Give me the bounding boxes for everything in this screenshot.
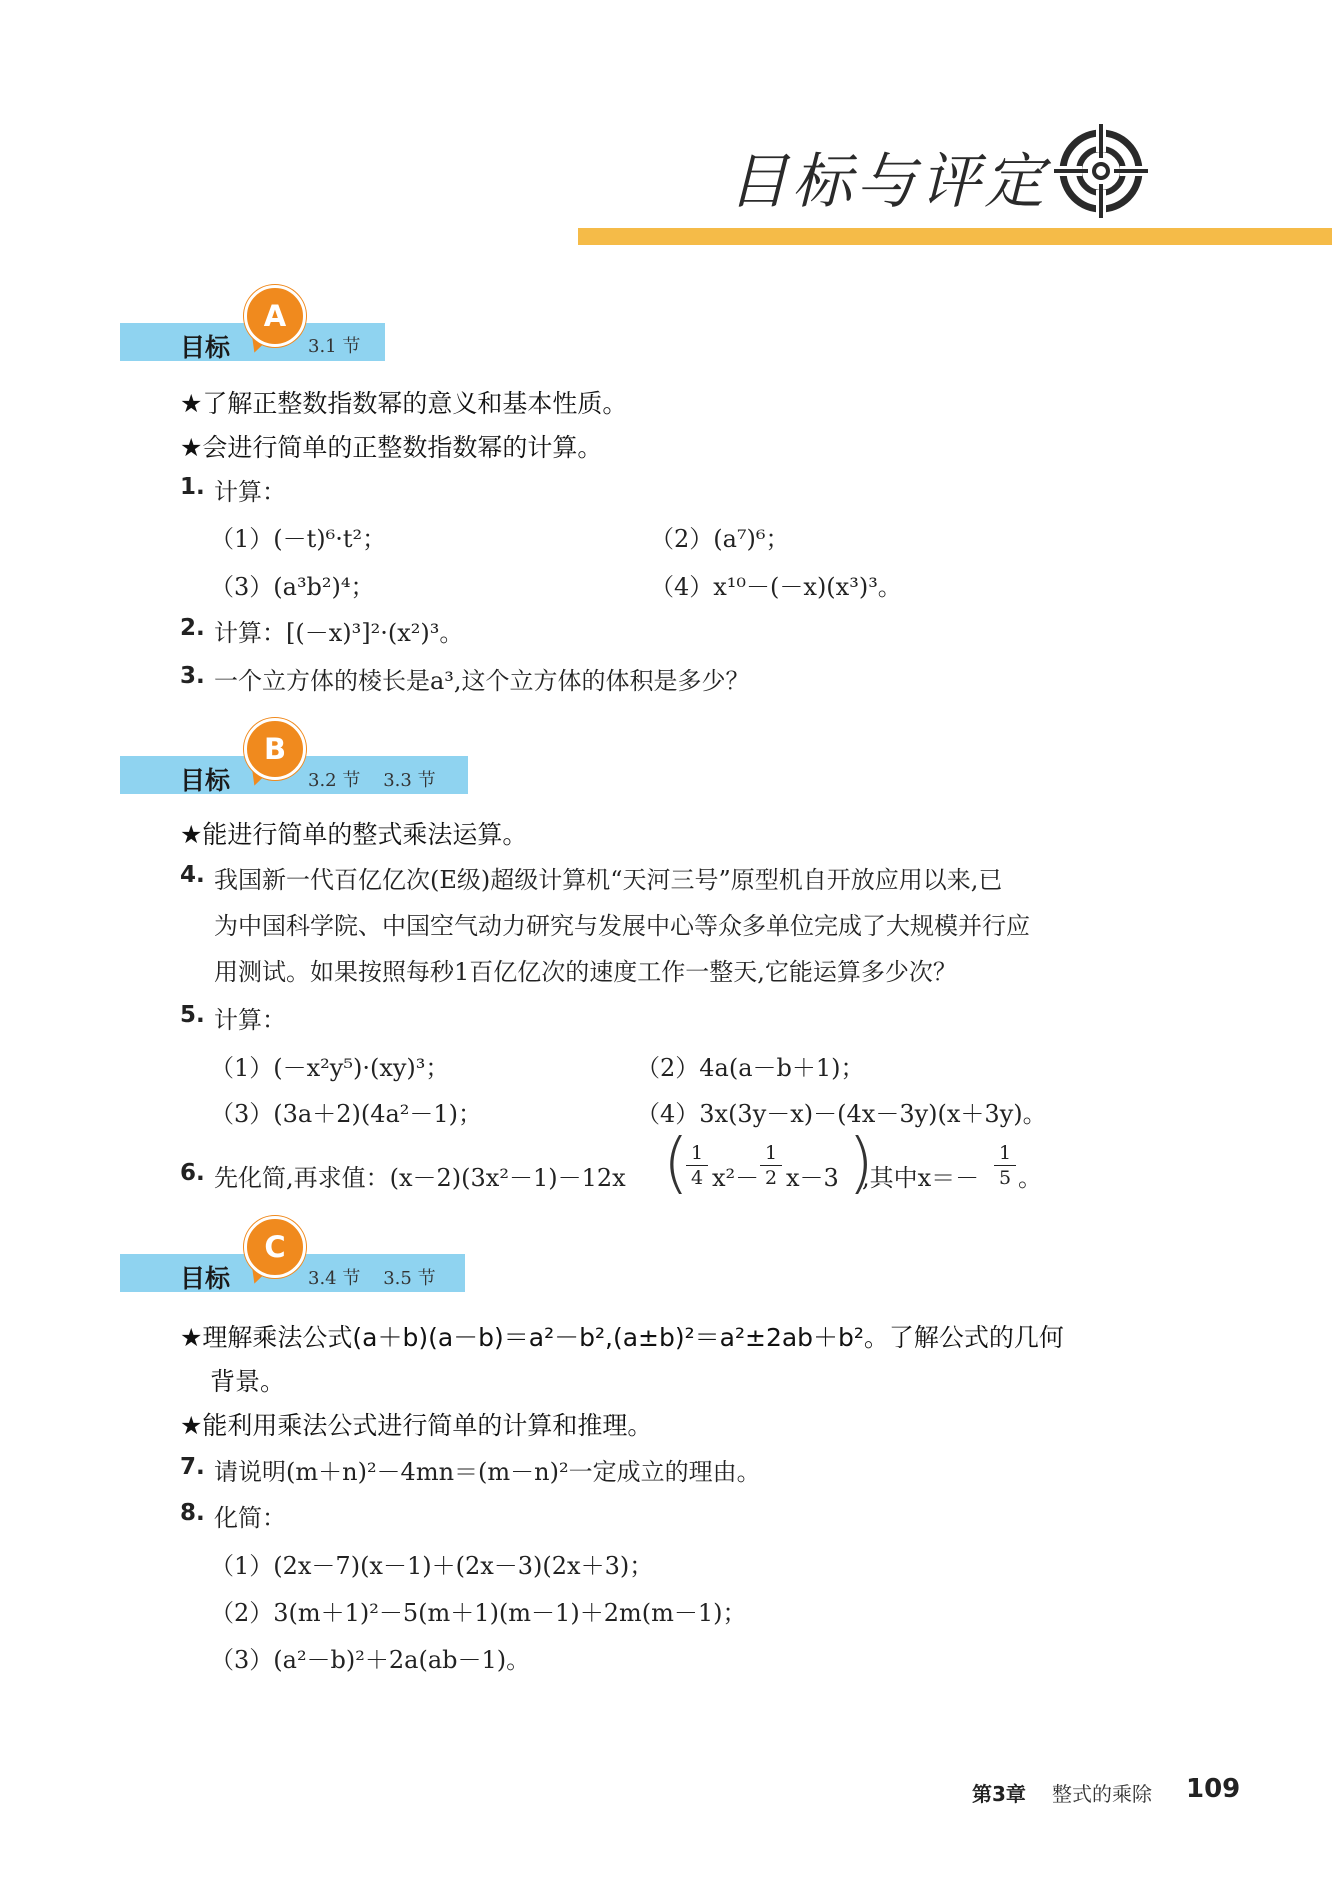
problem-4-line-1: 我国新一代百亿亿次(E级)超级计算机“天河三号”原型机自开放应用以来,已 bbox=[214, 866, 1003, 894]
target-icon bbox=[1052, 122, 1150, 220]
goal-b-section: 3.2 节 3.3 节 bbox=[308, 770, 436, 791]
problem-4-number: 4. bbox=[180, 862, 205, 888]
problem-5-item-4: （4）3x(3y－x)－(4x－3y)(x＋3y)。 bbox=[636, 1100, 1047, 1128]
fraction-2-numerator: 1 bbox=[764, 1142, 778, 1164]
goal-a-badge: A bbox=[244, 285, 306, 347]
problem-5-item-3: （3）(3a＋2)(4a²－1)； bbox=[210, 1100, 483, 1128]
problem-1-number: 1. bbox=[180, 474, 205, 500]
problem-5-item-1: （1）(－x²y⁵)·(xy)³； bbox=[210, 1054, 450, 1082]
problem-6-paren-open: ( bbox=[663, 1124, 689, 1201]
goal-a-star-2: ★会进行简单的正整数指数幂的计算。 bbox=[180, 433, 603, 462]
goal-c-star-2: ★能利用乘法公式进行简单的计算和推理。 bbox=[180, 1411, 653, 1440]
goal-c-section: 3.4 节 3.5 节 bbox=[308, 1268, 436, 1289]
problem-3-text: 一个立方体的棱长是a³,这个立方体的体积是多少？ bbox=[214, 667, 750, 695]
goal-c-star-1: ★理解乘法公式(a＋b)(a－b)＝a²－b²,(a±b)²＝a²±2ab＋b²。了解公式的几何 bbox=[180, 1323, 1064, 1352]
problem-1-item-2: （2）(a⁷)⁶； bbox=[650, 525, 790, 553]
problem-1-text: 计算： bbox=[214, 478, 286, 506]
problem-8-item-1: （1）(2x－7)(x－1)＋(2x－3)(2x＋3)； bbox=[210, 1552, 654, 1580]
problem-6-suffix: ,其中x＝－ bbox=[862, 1164, 980, 1192]
goal-a-label: 目标 bbox=[180, 333, 231, 362]
problem-7-text: 请说明(m＋n)²－4mn＝(m－n)²一定成立的理由。 bbox=[214, 1458, 761, 1486]
problem-7-number: 7. bbox=[180, 1454, 205, 1480]
goal-c-badge: C bbox=[244, 1216, 306, 1278]
problem-6-number: 6. bbox=[180, 1160, 205, 1186]
fraction-1-denominator: 4 bbox=[690, 1167, 704, 1189]
problem-8-item-2: （2）3(m＋1)²－5(m＋1)(m－1)＋2m(m－1)； bbox=[210, 1599, 747, 1627]
problem-8-text: 化简： bbox=[214, 1504, 286, 1532]
problem-6-end: 。 bbox=[1018, 1164, 1042, 1192]
problem-8-item-3: （3）(a²－b)²＋2a(ab－1)。 bbox=[210, 1646, 531, 1674]
problem-6-paren-close: ) bbox=[848, 1124, 874, 1201]
footer-chapter: 第3章 bbox=[972, 1782, 1026, 1806]
fraction-1-numerator: 1 bbox=[690, 1142, 704, 1164]
fraction-1-bar bbox=[686, 1165, 708, 1166]
problem-6-fraction-2 bbox=[760, 1142, 782, 1189]
page-number: 109 bbox=[1186, 1774, 1241, 1804]
problem-6-fraction-3 bbox=[994, 1142, 1016, 1189]
goal-a-star-1: ★了解正整数指数幂的意义和基本性质。 bbox=[180, 389, 628, 418]
page-title: 目标与评定 bbox=[728, 147, 1048, 217]
problem-1-item-4: （4）x¹⁰－(－x)(x³)³。 bbox=[650, 573, 902, 601]
goal-b-star-1: ★能进行简单的整式乘法运算。 bbox=[180, 820, 528, 849]
goal-b-badge: B bbox=[244, 718, 306, 780]
footer-chapter-title: 整式的乘除 bbox=[1052, 1782, 1152, 1806]
problem-2-text: 计算：[(－x)³]²·(x²)³。 bbox=[214, 619, 464, 647]
problem-6-fraction-1 bbox=[686, 1142, 708, 1189]
problem-8-number: 8. bbox=[180, 1500, 205, 1526]
fraction-2-denominator: 2 bbox=[764, 1167, 778, 1189]
problem-5-text: 计算： bbox=[214, 1006, 286, 1034]
problem-5-number: 5. bbox=[180, 1002, 205, 1028]
problem-1-item-1: （1）(－t)⁶·t²； bbox=[210, 525, 387, 553]
fraction-3-numerator: 1 bbox=[998, 1142, 1012, 1164]
problem-6-middle-2: x－3 bbox=[786, 1164, 839, 1192]
problem-6-prefix: 先化简,再求值：(x－2)(3x²－1)－12x bbox=[214, 1164, 626, 1192]
fraction-3-denominator: 5 bbox=[998, 1167, 1012, 1189]
header-rule bbox=[578, 228, 1332, 245]
fraction-3-bar bbox=[994, 1165, 1016, 1166]
goal-b-label: 目标 bbox=[180, 766, 231, 795]
problem-2-number: 2. bbox=[180, 615, 205, 641]
fraction-2-bar bbox=[760, 1165, 782, 1166]
problem-5-item-2: （2）4a(a－b＋1)； bbox=[636, 1054, 865, 1082]
goal-a-section: 3.1 节 bbox=[308, 336, 361, 357]
problem-1-item-3: （3）(a³b²)⁴； bbox=[210, 573, 375, 601]
problem-6-middle-1: x²－ bbox=[712, 1164, 760, 1192]
goal-c-star-1-cont: 背景。 bbox=[210, 1367, 286, 1396]
goal-c-label: 目标 bbox=[180, 1264, 231, 1293]
problem-3-number: 3. bbox=[180, 663, 205, 689]
problem-4-line-2: 为中国科学院、中国空气动力研究与发展中心等众多单位完成了大规模并行应 bbox=[214, 912, 1030, 940]
problem-4-line-3: 用测试。如果按照每秒1百亿亿次的速度工作一整天,它能运算多少次？ bbox=[214, 958, 957, 986]
